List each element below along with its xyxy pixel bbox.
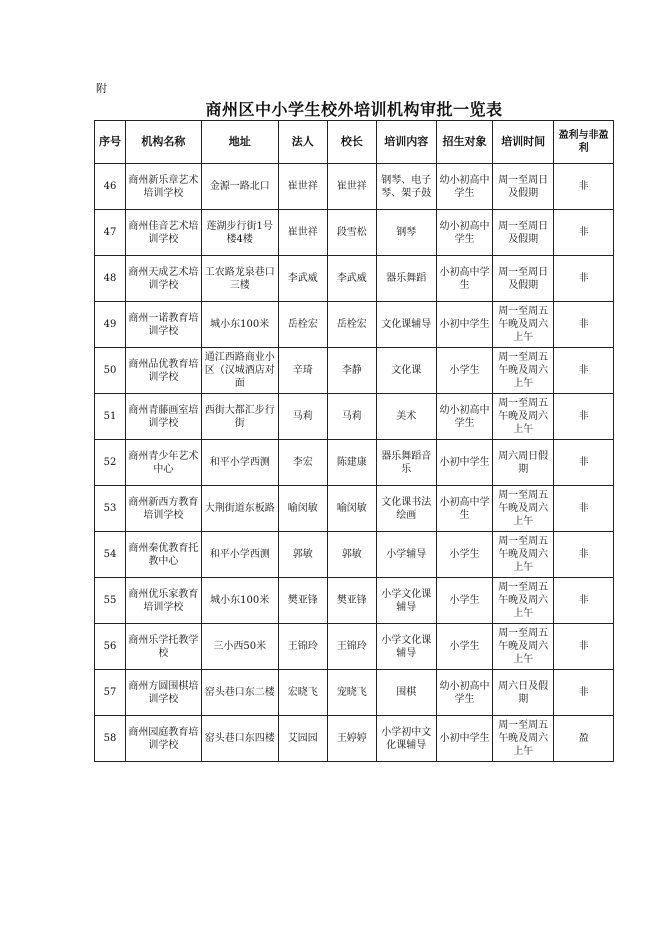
cell-principal: 郭敏 — [327, 532, 376, 578]
cell-address: 通江西路商业小区（汉城酒店对面 — [201, 348, 278, 394]
cell-principal: 马莉 — [327, 394, 376, 440]
cell-enrollment-target: 小学生 — [436, 348, 493, 394]
cell-institution-name: 商州乐学托教学校 — [125, 624, 201, 670]
cell-legal-person: 喻闵敏 — [278, 486, 327, 532]
cell-index: 56 — [95, 624, 126, 670]
cell-index: 57 — [95, 670, 126, 716]
cell-enrollment-target: 小学生 — [436, 578, 493, 624]
cell-enrollment-target: 小初高中学生 — [436, 486, 493, 532]
cell-profit-type: 非 — [554, 394, 614, 440]
cell-training-time: 周一至周五午晚及周六上午 — [493, 302, 554, 348]
table-row — [95, 624, 614, 670]
header-training-time: 培训时间 — [493, 121, 554, 164]
cell-enrollment-target: 小学生 — [436, 532, 493, 578]
cell-address: 莲湖步行街1号楼4楼 — [201, 210, 278, 256]
cell-training-time: 周六周日假期 — [493, 440, 554, 486]
cell-enrollment-target: 小初高中学生 — [436, 256, 493, 302]
cell-training-time: 周一至周五午晚及周六上午 — [493, 716, 554, 762]
cell-training-content: 文化课书法绘画 — [376, 486, 436, 532]
cell-training-content: 器乐舞蹈音乐 — [376, 440, 436, 486]
cell-enrollment-target: 幼小初高中学生 — [436, 164, 493, 210]
cell-training-content: 钢琴、电子琴、架子鼓 — [376, 164, 436, 210]
cell-profit-type: 非 — [554, 302, 614, 348]
cell-institution-name: 商州新乐章艺术培训学校 — [125, 164, 201, 210]
cell-legal-person: 郭敏 — [278, 532, 327, 578]
table-header-row — [95, 121, 614, 164]
cell-profit-type: 非 — [554, 486, 614, 532]
cell-profit-type: 非 — [554, 624, 614, 670]
cell-address: 和平小学西测 — [201, 532, 278, 578]
cell-training-time: 周一至周五午晚及周六上午 — [493, 348, 554, 394]
table-row — [95, 394, 614, 440]
cell-legal-person: 王锦玲 — [278, 624, 327, 670]
cell-enrollment-target: 幼小初高中学生 — [436, 670, 493, 716]
cell-training-time: 周一至周日及假期 — [493, 256, 554, 302]
cell-profit-type: 非 — [554, 210, 614, 256]
cell-institution-name: 商州青少年艺术中心 — [125, 440, 201, 486]
cell-institution-name: 商州方圆围棋培训学校 — [125, 670, 201, 716]
table-row — [95, 302, 614, 348]
cell-training-time: 周一至周五午晚及周六上午 — [493, 486, 554, 532]
cell-institution-name: 商州一诺教育培训学校 — [125, 302, 201, 348]
cell-principal: 李静 — [327, 348, 376, 394]
table-row — [95, 486, 614, 532]
cell-principal: 喻闵敏 — [327, 486, 376, 532]
cell-legal-person: 岳栓宏 — [278, 302, 327, 348]
cell-principal: 段雪松 — [327, 210, 376, 256]
table-row — [95, 440, 614, 486]
cell-legal-person: 辛琦 — [278, 348, 327, 394]
header-training-content: 培训内容 — [376, 121, 436, 164]
cell-institution-name: 商州品优教育培训学校 — [125, 348, 201, 394]
annex-label: 附 — [96, 82, 107, 95]
cell-institution-name: 商州天成艺术培训学校 — [125, 256, 201, 302]
cell-training-content: 小学文化课辅导 — [376, 578, 436, 624]
cell-principal: 崔世祥 — [327, 164, 376, 210]
header-principal: 校长 — [327, 121, 376, 164]
cell-index: 52 — [95, 440, 126, 486]
cell-institution-name: 商州青藤画室培训学校 — [125, 394, 201, 440]
table-row — [95, 164, 614, 210]
cell-institution-name: 商州秦优教育托教中心 — [125, 532, 201, 578]
cell-training-time: 周一至周五午晚及周六上午 — [493, 578, 554, 624]
cell-address: 窑头巷口东四楼 — [201, 716, 278, 762]
cell-principal: 陈建康 — [327, 440, 376, 486]
header-legal-person: 法人 — [278, 121, 327, 164]
cell-training-content: 小学文化课辅导 — [376, 624, 436, 670]
header-enrollment-target: 招生对象 — [436, 121, 493, 164]
cell-index: 50 — [95, 348, 126, 394]
cell-index: 49 — [95, 302, 126, 348]
cell-profit-type: 非 — [554, 440, 614, 486]
cell-training-content: 文化课辅导 — [376, 302, 436, 348]
cell-training-content: 器乐舞蹈 — [376, 256, 436, 302]
cell-address: 城小东100米 — [201, 302, 278, 348]
cell-training-content: 文化课 — [376, 348, 436, 394]
cell-institution-name: 商州佳音艺术培训学校 — [125, 210, 201, 256]
cell-address: 窑头巷口东二楼 — [201, 670, 278, 716]
cell-index: 58 — [95, 716, 126, 762]
cell-institution-name: 商州园庭教育培训学校 — [125, 716, 201, 762]
cell-enrollment-target: 小初中学生 — [436, 440, 493, 486]
table-row — [95, 670, 614, 716]
cell-address: 城小东100米 — [201, 578, 278, 624]
cell-index: 48 — [95, 256, 126, 302]
header-index: 序号 — [95, 121, 126, 164]
cell-training-time: 周一至周五午晚及周六上午 — [493, 394, 554, 440]
cell-training-time: 周一至周日及假期 — [493, 164, 554, 210]
cell-principal: 岳栓宏 — [327, 302, 376, 348]
cell-index: 54 — [95, 532, 126, 578]
cell-principal: 王婷婷 — [327, 716, 376, 762]
cell-principal: 樊亚锋 — [327, 578, 376, 624]
cell-enrollment-target: 幼小初高中学生 — [436, 394, 493, 440]
cell-training-time: 周六日及假期 — [493, 670, 554, 716]
approval-table — [94, 120, 614, 762]
cell-institution-name: 商州优乐家教育培训学校 — [125, 578, 201, 624]
cell-address: 工农路龙泉巷口三楼 — [201, 256, 278, 302]
cell-legal-person: 李武威 — [278, 256, 327, 302]
cell-profit-type: 盈 — [554, 716, 614, 762]
cell-enrollment-target: 幼小初高中学生 — [436, 210, 493, 256]
cell-profit-type: 非 — [554, 256, 614, 302]
cell-principal: 宠晓飞 — [327, 670, 376, 716]
cell-profit-type: 非 — [554, 348, 614, 394]
header-address: 地址 — [201, 121, 278, 164]
table-row — [95, 716, 614, 762]
cell-enrollment-target: 小初中学生 — [436, 302, 493, 348]
cell-legal-person: 宏晓飞 — [278, 670, 327, 716]
table-row — [95, 256, 614, 302]
cell-legal-person: 崔世祥 — [278, 210, 327, 256]
cell-address: 三小西50米 — [201, 624, 278, 670]
cell-legal-person: 崔世祥 — [278, 164, 327, 210]
cell-legal-person: 李宏 — [278, 440, 327, 486]
cell-index: 53 — [95, 486, 126, 532]
cell-index: 47 — [95, 210, 126, 256]
cell-profit-type: 非 — [554, 670, 614, 716]
cell-address: 和平小学西测 — [201, 440, 278, 486]
header-profit-type: 盈利与非盈利 — [554, 121, 614, 164]
cell-training-time: 周一至周日及假期 — [493, 210, 554, 256]
cell-index: 55 — [95, 578, 126, 624]
cell-index: 51 — [95, 394, 126, 440]
cell-address: 大荆街道东板路 — [201, 486, 278, 532]
cell-principal: 李武威 — [327, 256, 376, 302]
cell-principal: 王锦玲 — [327, 624, 376, 670]
cell-profit-type: 非 — [554, 578, 614, 624]
cell-index: 46 — [95, 164, 126, 210]
cell-training-content: 小学初中文化课辅导 — [376, 716, 436, 762]
cell-training-time: 周一至周五午晚及周六上午 — [493, 532, 554, 578]
cell-training-time: 周一至周五午晚及周六上午 — [493, 624, 554, 670]
cell-address: 金源一路北口 — [201, 164, 278, 210]
cell-profit-type: 非 — [554, 164, 614, 210]
cell-legal-person: 马莉 — [278, 394, 327, 440]
table-row — [95, 210, 614, 256]
cell-enrollment-target: 小初中学生 — [436, 716, 493, 762]
cell-legal-person: 樊亚锋 — [278, 578, 327, 624]
table-body — [95, 164, 614, 762]
table-row — [95, 578, 614, 624]
cell-training-content: 小学辅导 — [376, 532, 436, 578]
cell-training-content: 围棋 — [376, 670, 436, 716]
table-row — [95, 348, 614, 394]
table-row — [95, 532, 614, 578]
cell-enrollment-target: 小学生 — [436, 624, 493, 670]
cell-institution-name: 商州新西方教育培训学校 — [125, 486, 201, 532]
cell-profit-type: 非 — [554, 532, 614, 578]
cell-training-content: 钢琴 — [376, 210, 436, 256]
cell-legal-person: 艾园园 — [278, 716, 327, 762]
page-title: 商州区中小学生校外培训机构审批一览表 — [205, 100, 503, 119]
cell-training-content: 美术 — [376, 394, 436, 440]
header-institution-name: 机构名称 — [125, 121, 201, 164]
cell-address: 西街大都汇步行街 — [201, 394, 278, 440]
